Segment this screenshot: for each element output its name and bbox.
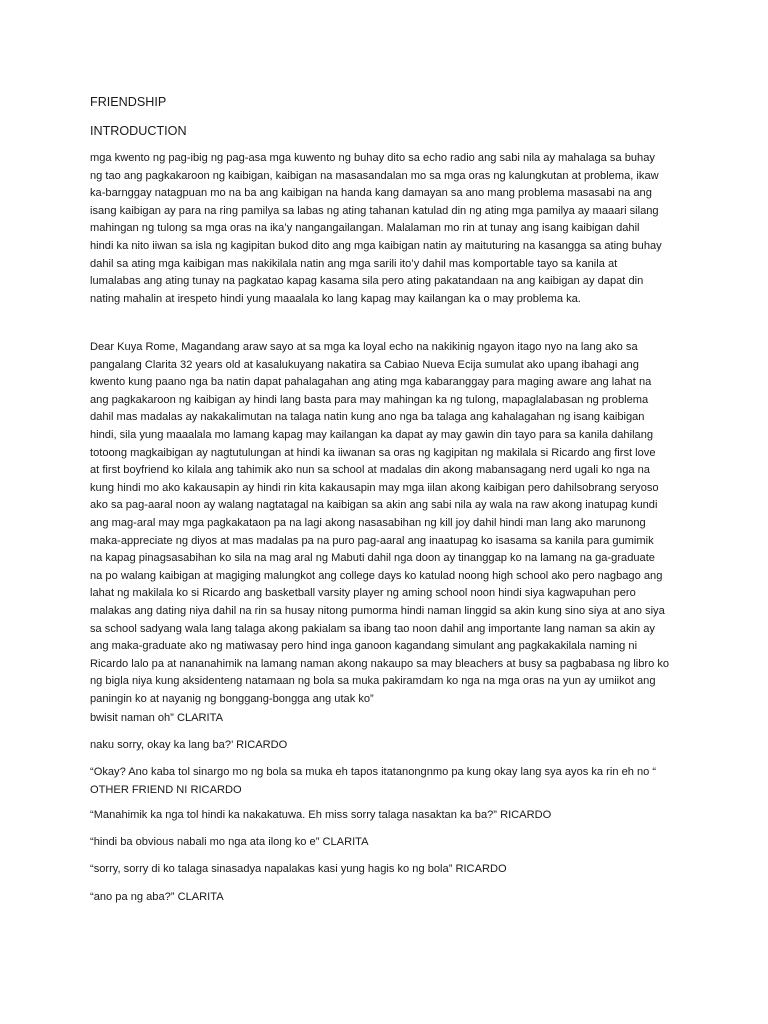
letter-line: ako sa pag-aaral noon ay walang nagtatagal na kaibigan sa akin ang sabi nila ay wala na raw akong inatupag kundi [90, 499, 658, 512]
intro-line: isang kaibigan ay para na ring pamilya sa labas ng ating tahanan katulad din ng ating mga pamilya ay maaari silang [90, 204, 659, 217]
letter-line: totoong magkaibigan ay nagtutulungan at hindi ka iiwanan sa oras ng kagipitan ng makilala si Ricardo ang first love [90, 446, 656, 459]
intro-line: ng tao ang pagkakaroon ng kaibigan, kaibigan na masasandalan mo sa mga oras ng kalungkutan at problema, ikaw [90, 169, 659, 182]
section-heading: INTRODUCTION [90, 124, 187, 138]
dialogue-text: “Okay? Ano kaba tol sinargo mo ng bola sa muka eh tapos itatanongnmo pa kung okay lang sya ayos ka rin eh no “ [90, 766, 657, 778]
letter-line: sa school sadyang wala lang talaga akong pakialam sa ibang tao noon dahil ang importante lang naman sa akin ay [90, 622, 655, 635]
letter-line: ang pagkakaroon ng kaibigan ay hindi lang basta para may mahingan ka ng tulong, mapaglalabasan ng problema [90, 393, 649, 406]
letter-line: hindi, sila yung maaalala mo lamang kapag may kailangan ka dapat ay may gawin din tayo para sa kanila dahilang [90, 428, 654, 441]
dialogue-text: “Manahimik ka nga tol hindi ka nakakatuwa. Eh miss sorry talaga nasaktan ka ba?” RICARDO [90, 809, 552, 821]
letter-line: na po walang kaibigan at magiging malungkot ang college days ko katulad noong high school ako pero nagbago ang [90, 569, 663, 582]
letter-line: ng bigla niya kung aksidenteng natamaan ng bola sa muka pakiramdam ko nga na mga oras na yun ay umiikot ang [90, 675, 656, 688]
intro-line: hindi ka nito iiwan sa isla ng kagipitan bukod dito ang mga kaibigan natin ay maituturing na kasangga sa ating buhay [90, 239, 662, 252]
dialogue-line [90, 807, 551, 825]
dialogue-text: bwisit naman oh” CLARITA [90, 712, 223, 724]
intro-line: lumalabas ang ating tunay na pagkatao kapag kasama sila pero ating pakatandaan na ang kaibigan ay dapat din [90, 275, 644, 288]
dialogue-text: “hindi ba obvious nabali mo nga ata ilong ko e” CLARITA [90, 836, 369, 848]
letter-line: ang maka-graduate ako ng matiwasay pero hind inga ganoon kagandang simulant ang pagkakakilala naming ni [90, 640, 638, 653]
letter-line: dahil mas madalas ay nakakalimutan na talaga natin kung ano nga ba talaga ang kahalagahan ng isang kaibigan [90, 411, 645, 424]
letter-line: ang mag-aral may mga pagkakataon pa na lagi akong nasasabihan ng kill joy dahil hindi man lang ako marunong [90, 516, 646, 529]
letter-line: malakas ang dating niya dahil na rin sa husay nitong pumorma hindi naman linggid sa akin kung sino siya at ano siya [90, 604, 665, 617]
intro-line: ka-barnggay natagpuan mo na ba ang kaibigan na handa kang damayan sa ano mang problema masasabi na ang [90, 187, 652, 200]
dialogue-text: “ano pa ng aba?” CLARITA [90, 891, 224, 903]
intro-paragraph [90, 150, 690, 308]
letter-line: Dear Kuya Rome, Magandang araw sayo at sa mga ka loyal echo na nakikinig ngayon itago nyo na lang ako sa [90, 341, 638, 353]
letter-line: paningin ko at nayanig ng bonggang-bongga ang utak ko” [90, 692, 374, 705]
document-title: FRIENDSHIP [90, 95, 167, 109]
dialogue-line [90, 861, 507, 879]
letter-paragraph [90, 339, 690, 708]
letter-line: at first boyfriend ko kilala ang tahimik ako nun sa school at madalas din akong mabansagang nerd ugali ko nga na [90, 464, 650, 477]
dialogue-text: naku sorry, okay ka lang ba?’ RICARDO [90, 739, 288, 751]
intro-line: mga kwento ng pag-ibig ng pag-asa mga kuwento ng buhay dito sa echo radio ang sabi nila ay mahalaga sa buhay [90, 152, 655, 164]
dialogue-line [90, 710, 223, 728]
letter-line: Ricardo lalo pa at nananahimik na lamang naman akong nakaupo sa may bleachers at busy sa pagbabasa ng libro ko [90, 657, 670, 670]
dialogue-line [90, 889, 224, 907]
intro-line: nating mahalin at irespeto hindi yung maaalala ko lang kapag may kailangan ka o may problema ka. [90, 292, 581, 305]
letter-line: maka-appreciate ng diyos at mas madalas pa na puro pag-aaral ang inaatupag ko isasama sa kanila para gumimik [90, 534, 654, 547]
letter-line: kung hindi mo ako kakausapin ay hindi rin kita kakausapin may mga iilan akong kaibigan pero dahilsobrang seryoso [90, 481, 659, 494]
letter-line: lahat ng makilala ko si Ricardo ang basketball varsity player ng aming school noon hindi siya kagwapuhan pero [90, 587, 636, 600]
dialogue-text: “sorry, sorry di ko talaga sinasadya napalakas kasi yung hagis ko ng bola” RICARDO [90, 863, 507, 875]
letter-line: kwento kung paano nga ba natin dapat pahalagahan ang ating mga kabaranggay para maging aware ang lahat na [90, 376, 652, 389]
dialogue-line [90, 764, 656, 799]
intro-line: mahingan ng tulong sa mga oras na ika’y nangangailangan. Malalaman mo rin at tunay ang isang kaibigan dahil [90, 222, 640, 235]
letter-line: na kapag pinagsasabihan ko sila na mag aral ng Mabuti dahil nga doon ay tinanggap ko na lamang na ga-graduate [90, 552, 655, 565]
intro-line: dahil sa ating mga kaibigan mas nakikilala natin ang mga sarili ito’y dahil mas komportable tayo sa kanila at [90, 257, 618, 270]
dialogue-text: OTHER FRIEND NI RICARDO [90, 783, 242, 796]
dialogue-line [90, 737, 287, 755]
dialogue-line [90, 834, 369, 852]
letter-line: pangalang Clarita 32 years old at kasalukuyang nakatira sa Cabiao Nueva Ecija sumulat ako upang ibahagi ang [90, 358, 639, 371]
